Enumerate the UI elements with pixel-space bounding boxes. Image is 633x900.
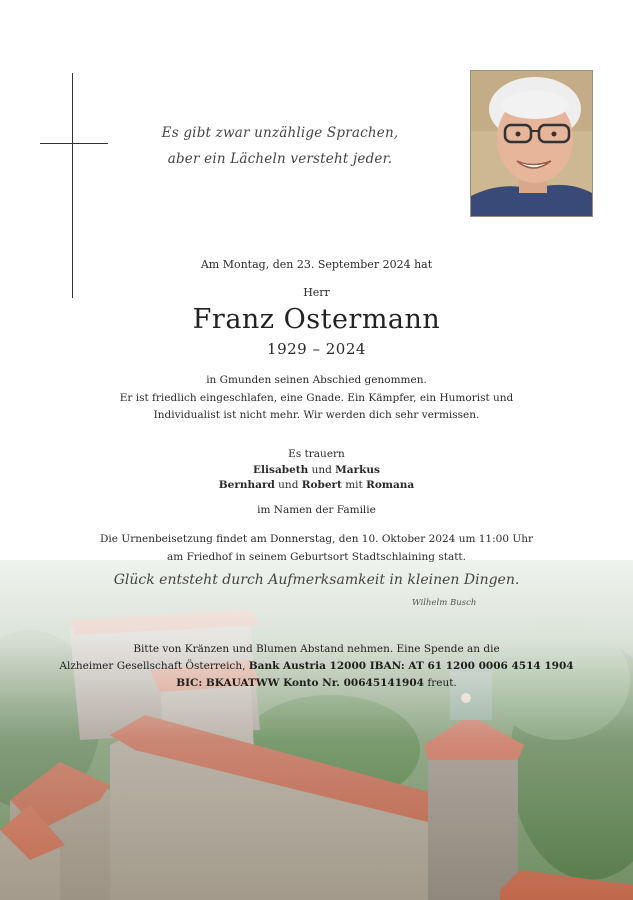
message-line-1: in Gmunden seinen Abschied genommen. — [206, 374, 427, 386]
intro-line: Am Montag, den 23. September 2024 hat — [200, 258, 433, 271]
mourners-block — [0, 447, 633, 494]
funeral-info — [0, 530, 633, 566]
cross-horizontal-line — [40, 143, 108, 144]
quote-line-1: Es gibt zwar unzählige Sprachen, — [161, 125, 399, 141]
donation-request — [0, 641, 633, 692]
mourner-name: Romana — [366, 479, 415, 491]
mourner-name: Markus — [335, 463, 380, 476]
mourner-name: Robert — [301, 479, 342, 491]
donation-recipient: Alzheimer Gesellschaft Österreich, — [59, 660, 249, 672]
mourner-name: Bernhard — [218, 479, 275, 491]
funeral-line-1: Die Urnenbeisetzung findet am Donnerstag, den 10. Oktober 2024 um 11:00 Uhr — [100, 533, 533, 545]
life-years: 1929 – 2024 — [267, 340, 366, 358]
donation-bic-account: BIC: BKAUATWW Konto Nr. 00645141904 — [176, 677, 424, 689]
mourner-name: Elisabeth — [253, 463, 309, 476]
funeral-line-2: am Friedhof in seinem Geburtsort Stadtschlaining statt. — [167, 551, 466, 563]
donation-bank-iban: Bank Austria 12000 IBAN: AT 61 1200 0006 4514 1904 — [248, 660, 574, 672]
mourners-line-1 — [0, 463, 633, 479]
donation-line-1: Bitte von Kränzen und Blumen Abstand nehmen. Eine Spende an die — [133, 643, 500, 655]
donation-closing: freut. — [423, 677, 457, 689]
quote-line-2: aber ein Lächeln versteht jeder. — [167, 151, 393, 167]
message-line-2: Er ist friedlich eingeschlafen, eine Gnade. Ein Kämpfer, ein Humorist und — [119, 391, 514, 404]
portrait-photo — [470, 70, 593, 217]
mourner-connector: mit — [341, 479, 367, 491]
mourners-heading: Es trauern — [288, 448, 345, 460]
mourners-line-2 — [0, 478, 633, 494]
motto-author: Wilhelm Busch — [412, 598, 477, 608]
donation-line-2 — [0, 658, 633, 675]
mourner-connector: und — [308, 463, 336, 476]
farewell-message — [0, 372, 633, 425]
opening-quote — [160, 120, 400, 172]
deceased-name: Franz Ostermann — [192, 304, 441, 335]
salutation: Herr — [303, 286, 330, 299]
message-line-3: Individualist ist nicht mehr. Wir werden dich sehr vermissen. — [153, 409, 480, 421]
family-line: im Namen der Familie — [257, 504, 376, 516]
donation-line-3 — [0, 675, 633, 692]
closing-motto: Glück entsteht durch Aufmerksamkeit in kleinen Dingen. — [113, 572, 520, 588]
mourner-connector: und — [274, 479, 302, 491]
